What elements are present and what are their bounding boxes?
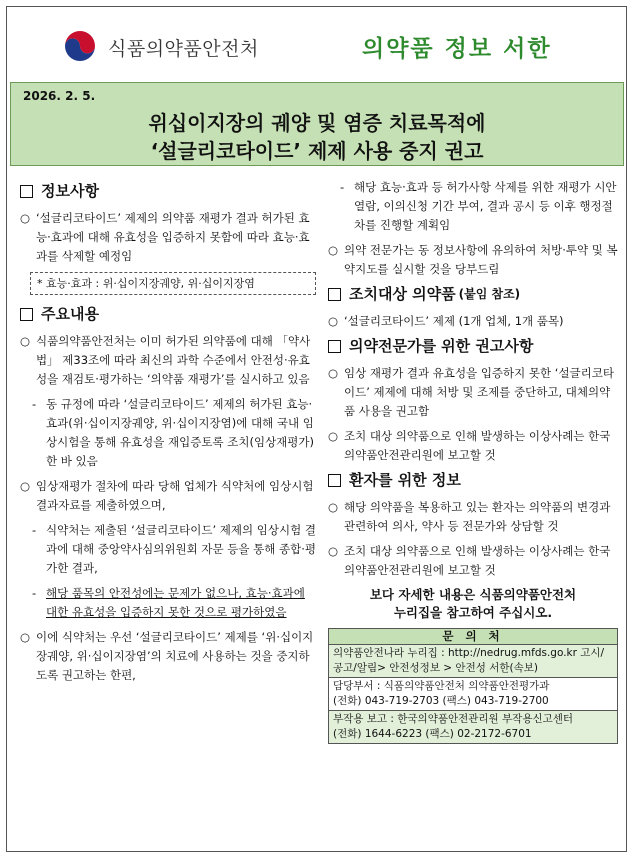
sub-list-item: - 식약처는 제출된 ‘설글리코타이드’ 제제의 임상시험 결과에 대해 중앙약사심의위원회 자문 등을 통해 종합·평가한 결과,	[32, 523, 316, 575]
circle-bullet-icon: ○	[20, 630, 31, 644]
sub-list-item: - 동 규정에 따라 ‘설글리코타이드’ 제제의 허가된 효능·효과(위·십이지장궤양, 위·십이지장염)에 대해 국내 임상시험을 통해 유효성을 재입증토록 조치(임상재평가)한 바 있음	[32, 397, 314, 468]
section-patient-heading: 환자를 위한 정보	[328, 471, 618, 490]
more-info-note: 보다 자세한 내용은 식품의약품안전처 누리집을 참고하여 주십시오.	[369, 587, 577, 620]
contact-adverse-report: 부작용 보고 : 한국의약품안전관리원 부작용신고센터 (전화) 1644-6223 (팩스) 02-2172-6701	[329, 711, 617, 743]
issue-date: 2026. 2. 5.	[23, 89, 96, 103]
section-target-heading: 조치대상 의약품 (붙임 참조)	[328, 285, 618, 304]
list-item: ○ 이에 식약처는 우선 ‘설글리코타이드’ 제제를 ‘위·십이지장궤양, 위·십이지장염’의 치료에 사용하는 것을 중지하도록 권고하는 한편,	[20, 628, 316, 685]
left-column	[20, 176, 316, 691]
title-banner	[10, 82, 624, 166]
org-name: 식품의약품안전처	[108, 38, 259, 60]
contact-website-link[interactable]: 의약품안전나라 누리집 : http://nedrug.mfds.go.kr 고시/공고/알림> 안전성정보 > 안전성 서한(속보)	[329, 645, 617, 678]
circle-bullet-icon: ○	[20, 479, 31, 493]
main-title-line1: 위십이지장의 궤양 및 염증 치료목적에	[148, 111, 486, 135]
sub-list-item: - 해당 효능·효과 등 허가사항 삭제를 위한 재평가 시안 열람, 이의신청 기간 부여, 결과 공시 등 이후 행정절차를 진행할 계획임	[340, 180, 617, 232]
list-item: ○ 해당 의약품을 복용하고 있는 환자는 의약품의 변경과 관련하여 의사, 약사 등 전문가와 상담할 것	[328, 498, 618, 536]
list-item: ○ 조치 대상 의약품으로 인해 발생하는 이상사례는 한국의약품안전관리원에 보고할 것	[328, 427, 618, 465]
list-item: ○ 의약 전문가는 동 정보사항에 유의하여 처방·투약 및 복약지도를 실시할 것을 당부드림	[328, 241, 618, 279]
circle-bullet-icon: ○	[328, 366, 339, 380]
sub-list-item: - 해당 품목의 안전성에는 문제가 없으나, 효능·효과에 대한 유효성을 입증하지 못한 것으로 평가하였음	[32, 586, 305, 619]
list-item: ○ 임상 재평가 결과 유효성을 입증하지 못한 ‘설글리코타이드’ 제제에 대해 처방 및 조제를 중단하고, 대체의약품 사용을 권고함	[328, 364, 618, 421]
section-main-heading: 주요내용	[20, 305, 316, 324]
list-item: ○ ‘설글리코타이드’ 제제의 의약품 재평가 결과 허가된 효능·효과에 대해 유효성을 입증하지 못함에 따라 효능·효과를 삭제할 예정임	[20, 209, 316, 266]
checkbox-square-icon	[328, 340, 341, 353]
section-expert-heading: 의약전문가를 위한 권고사항	[328, 337, 618, 356]
list-item: ○ 조치 대상 의약품으로 인해 발생하는 이상사례는 한국의약품안전관리원에 보고할 것	[328, 542, 618, 580]
main-title-line2: ‘설글리코타이드’ 제제 사용 중지 권고	[150, 139, 484, 163]
checkbox-square-icon	[328, 474, 341, 487]
efficacy-note: * 효능·효과 : 위·십이지장궤양, 위·십이지장염	[30, 272, 316, 295]
doc-type-title: 의약품 정보 서한	[362, 36, 552, 62]
contact-heading: 문 의 처	[329, 629, 617, 645]
checkbox-square-icon	[20, 185, 33, 198]
circle-bullet-icon: ○	[328, 243, 339, 257]
contact-department: 담당부서 : 식품의약품안전처 의약품안전평가과 (전화) 043-719-2703 (팩스) 043-719-2700	[329, 678, 617, 711]
circle-bullet-icon: ○	[328, 429, 339, 443]
circle-bullet-icon: ○	[20, 334, 31, 348]
circle-bullet-icon: ○	[20, 211, 31, 225]
list-item: ○ 식품의약품안전처는 이미 허가된 의약품에 대해 「약사법」 제33조에 따라 최신의 과학 수준에서 안전성·유효성을 재검토·평가하는 ‘의약품 재평가’를 실시하고 있음	[20, 332, 316, 389]
government-logo-icon	[62, 28, 98, 64]
section-info-heading: 정보사항	[20, 182, 316, 201]
circle-bullet-icon: ○	[328, 314, 339, 328]
circle-bullet-icon: ○	[328, 544, 339, 558]
contact-table	[328, 628, 618, 744]
checkbox-square-icon	[20, 308, 33, 321]
list-item: ○ ‘설글리코타이드’ 제제 (1개 업체, 1개 품목)	[328, 312, 618, 331]
checkbox-square-icon	[328, 288, 341, 301]
right-column	[328, 176, 618, 744]
circle-bullet-icon: ○	[328, 500, 339, 514]
list-item: ○ 임상재평가 절차에 따라 당해 업체가 식약처에 임상시험 결과자료를 제출하였으며,	[20, 477, 316, 515]
